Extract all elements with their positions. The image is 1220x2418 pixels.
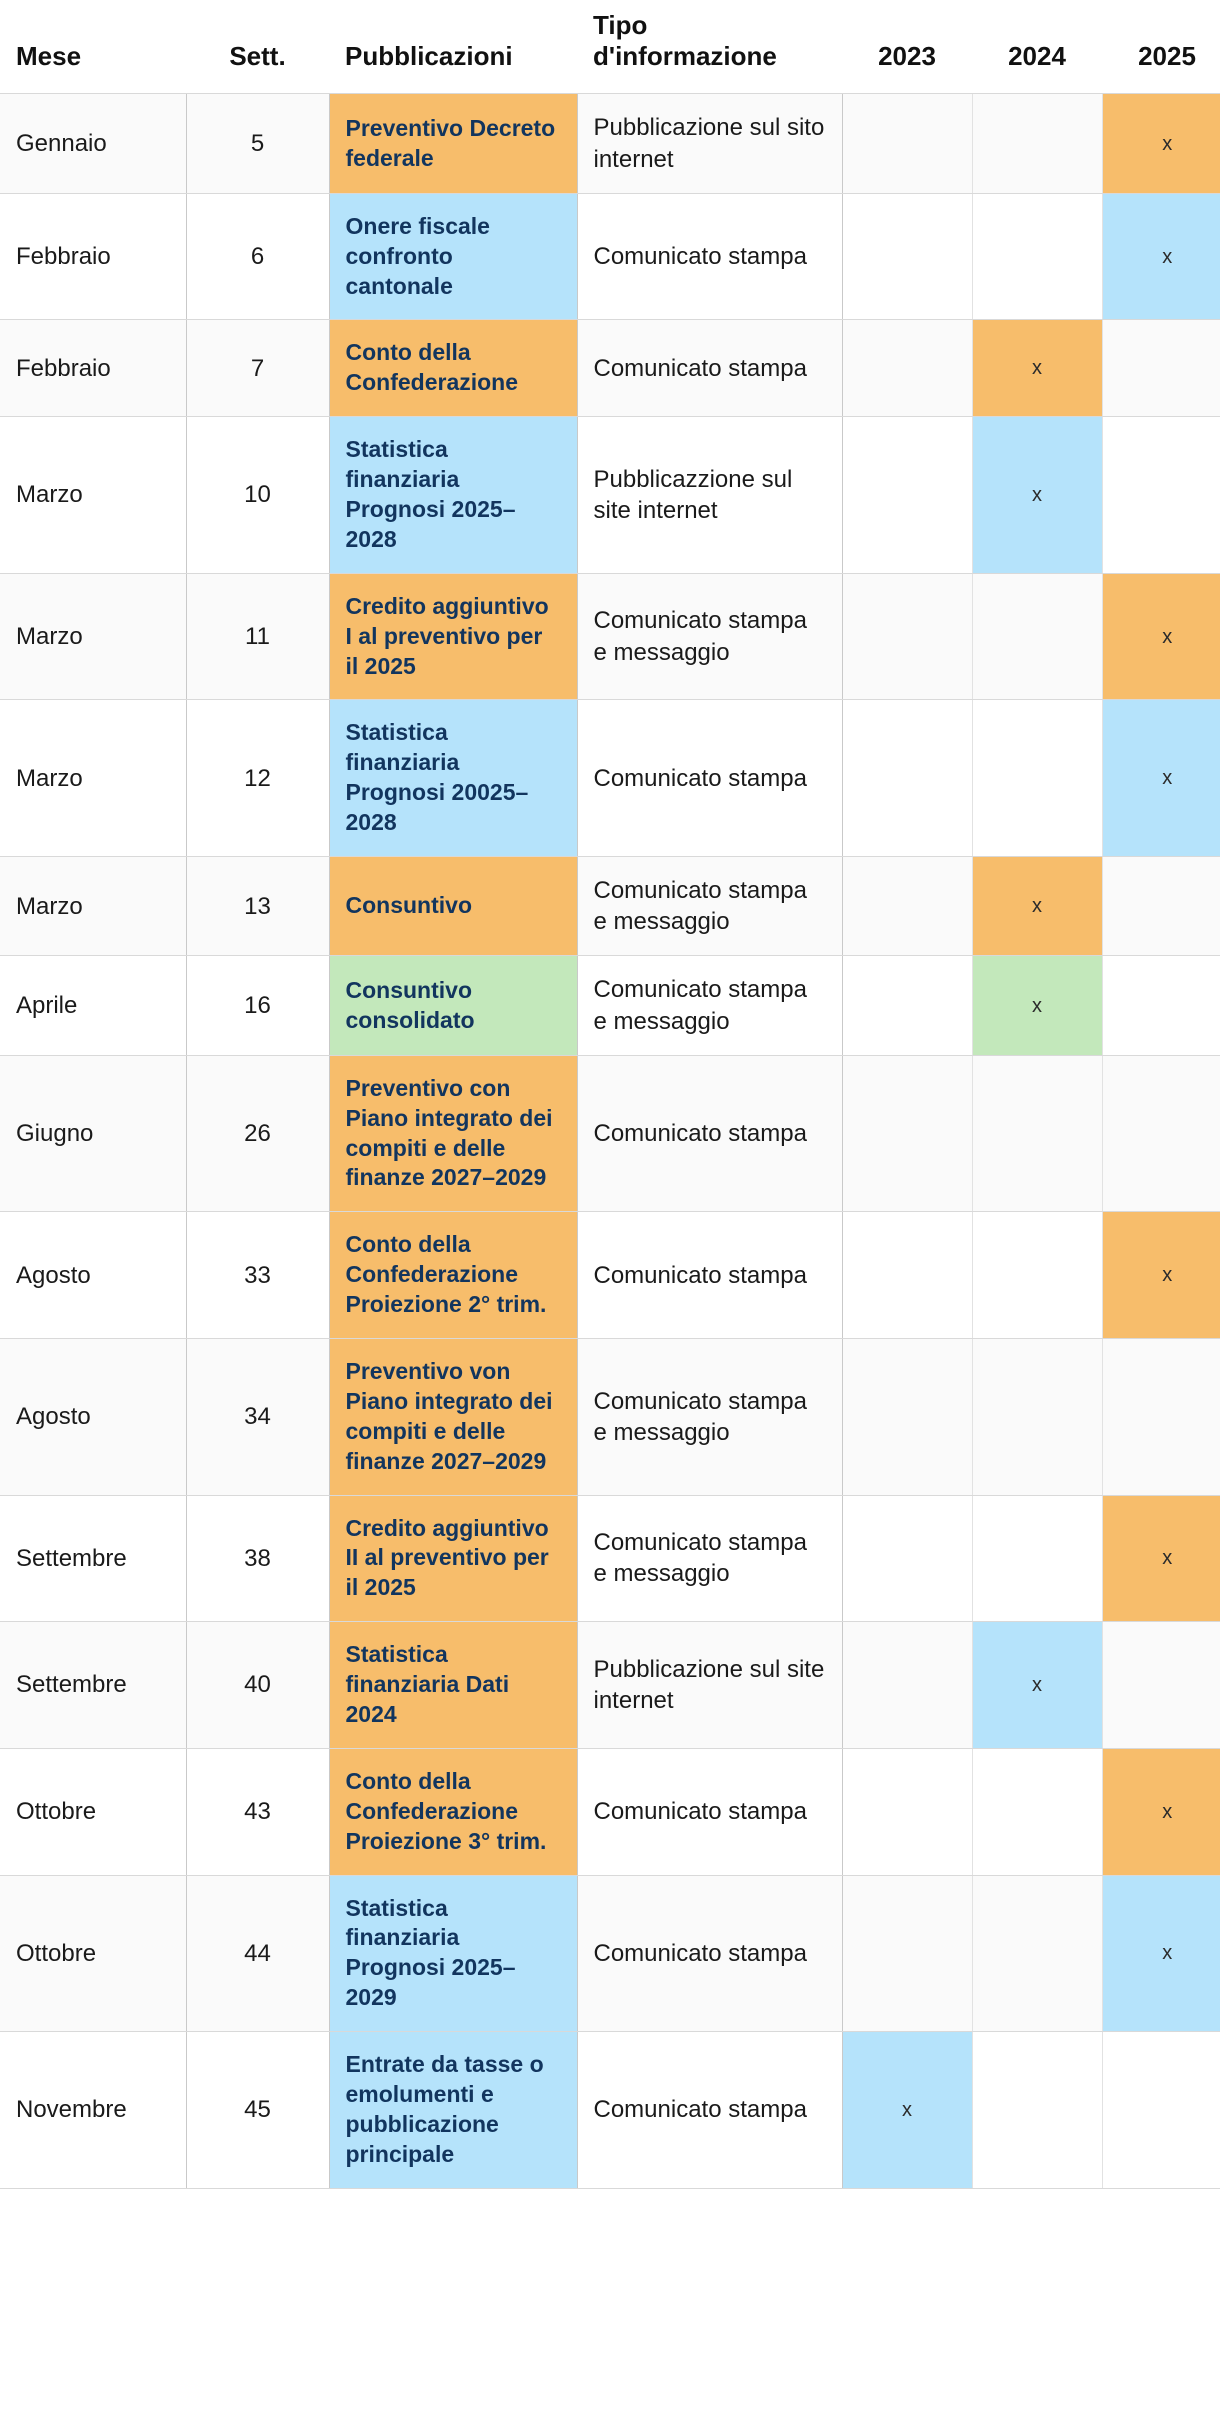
cell-year-2024 — [972, 1875, 1102, 2032]
cell-mese-text: Aprile — [16, 991, 78, 1019]
cell-year-2025 — [1102, 94, 1220, 193]
table-body — [0, 94, 1220, 2188]
cell-mese-text: Marzo — [16, 481, 83, 509]
cell-sett-text: 13 — [244, 892, 271, 920]
table-row — [0, 193, 1220, 320]
cell-year-2025 — [1102, 1622, 1220, 1749]
cell-year-2024-text: x — [1032, 483, 1042, 506]
cell-year-2024 — [972, 1338, 1102, 1495]
cell-pubblicazione-text: Credito aggiuntivo II al preventivo per il 2025 — [345, 1514, 549, 1601]
cell-sett-text: 33 — [244, 1261, 271, 1289]
cell-year-2023 — [842, 956, 972, 1055]
cell-pubblicazione — [329, 956, 577, 1055]
cell-tipo-informazione-text: Comunicato stampa — [593, 1939, 807, 1967]
cell-tipo-informazione-text: Comunicato stampa — [593, 1798, 807, 1826]
cell-sett — [186, 573, 329, 700]
column-header-pubblicazioni: Pubblicazioni — [345, 40, 513, 71]
cell-pubblicazione — [329, 1622, 577, 1749]
cell-pubblicazione-text: Statistica finanziaria Prognosi 20025–2028 — [345, 719, 529, 836]
table-row — [0, 1338, 1220, 1495]
column-header-2023: 2023 — [878, 40, 936, 71]
cell-sett-text: 43 — [244, 1798, 271, 1826]
cell-year-2024 — [972, 856, 1102, 955]
cell-mese — [0, 417, 186, 574]
cell-pubblicazione-text: Conto della Confederazione Proiezione 2° trim. — [345, 1231, 547, 1318]
cell-mese-text: Febbraio — [16, 354, 111, 382]
cell-year-2025 — [1102, 956, 1220, 1055]
table-row — [0, 2032, 1220, 2189]
table-row — [0, 956, 1220, 1055]
cell-year-2025-text: x — [1162, 245, 1173, 268]
cell-tipo-informazione — [577, 2032, 842, 2189]
cell-mese-text: Novembre — [16, 2096, 127, 2124]
cell-pubblicazione-text: Preventivo von Piano integrato dei compiti e delle finanze 2027–2029 — [345, 1357, 553, 1474]
cell-tipo-informazione — [577, 573, 842, 700]
column-header-2025: 2025 — [1138, 40, 1196, 71]
cell-mese — [0, 1212, 186, 1339]
cell-year-2024-text: x — [1032, 357, 1042, 380]
cell-mese-text: Ottobre — [16, 1939, 97, 1967]
cell-tipo-informazione-text: Comunicato stampa e messaggio — [593, 876, 807, 936]
cell-tipo-informazione-text: Comunicato stampa — [593, 1119, 807, 1147]
cell-tipo-informazione — [577, 320, 842, 417]
cell-year-2025 — [1102, 1875, 1220, 2032]
cell-tipo-informazione-text: Comunicato stampa e messaggio — [593, 976, 807, 1035]
table-row — [0, 573, 1220, 700]
cell-pubblicazione-text: Consuntivo consolidato — [345, 976, 475, 1033]
cell-year-2023 — [842, 856, 972, 955]
cell-year-2025-text: x — [1162, 1942, 1173, 1965]
cell-pubblicazione — [329, 700, 577, 857]
cell-mese-text: Febbraio — [16, 242, 111, 270]
cell-mese-text: Giugno — [16, 1119, 94, 1147]
cell-year-2023 — [842, 700, 972, 857]
cell-year-2025 — [1102, 320, 1220, 417]
cell-sett — [186, 700, 329, 857]
cell-mese — [0, 573, 186, 700]
cell-mese — [0, 1055, 186, 1212]
cell-mese-text: Ottobre — [16, 1798, 97, 1826]
cell-year-2025 — [1102, 417, 1220, 574]
cell-mese — [0, 94, 186, 193]
cell-pubblicazione-text: Entrate da tasse o emolumenti e pubblicazione principale — [345, 2051, 544, 2167]
cell-year-2023 — [842, 1875, 972, 2032]
cell-sett-text: 10 — [244, 481, 271, 509]
cell-sett — [186, 1622, 329, 1749]
cell-mese — [0, 856, 186, 955]
cell-sett-text: 38 — [244, 1544, 271, 1572]
table-row — [0, 856, 1220, 955]
cell-year-2023 — [842, 320, 972, 417]
cell-tipo-informazione — [577, 417, 842, 574]
cell-sett — [186, 1748, 329, 1875]
cell-year-2024 — [972, 956, 1102, 1055]
cell-year-2024 — [972, 1622, 1102, 1749]
cell-sett-text: 40 — [244, 1671, 271, 1699]
cell-year-2024-text: x — [1032, 1674, 1042, 1697]
cell-sett — [186, 320, 329, 417]
cell-year-2024 — [972, 1055, 1102, 1212]
cell-sett — [186, 94, 329, 193]
cell-pubblicazione — [329, 1875, 577, 2032]
cell-mese — [0, 320, 186, 417]
cell-mese — [0, 956, 186, 1055]
cell-year-2024 — [972, 94, 1102, 193]
cell-tipo-informazione — [577, 700, 842, 857]
cell-year-2025 — [1102, 1748, 1220, 1875]
cell-sett-text: 5 — [250, 129, 265, 157]
cell-pubblicazione — [329, 1748, 577, 1875]
cell-sett — [186, 1495, 329, 1622]
cell-pubblicazione-text: Preventivo con Piano integrato dei compiti e delle finanze 2027–2029 — [345, 1074, 553, 1191]
cell-year-2025-text: x — [1162, 1800, 1173, 1823]
cell-sett-text: 34 — [244, 1403, 271, 1431]
cell-pubblicazione-text: Preventivo Decreto federale — [345, 114, 556, 171]
cell-sett — [186, 1338, 329, 1495]
cell-year-2025 — [1102, 1495, 1220, 1622]
cell-year-2024-text: x — [1032, 994, 1042, 1017]
cell-tipo-informazione — [577, 1212, 842, 1339]
cell-mese — [0, 700, 186, 857]
cell-tipo-informazione-text: Comunicato stampa e messaggio — [593, 607, 807, 666]
cell-mese-text: Settembre — [16, 1671, 127, 1699]
cell-year-2023 — [842, 1748, 972, 1875]
cell-year-2024 — [972, 1495, 1102, 1622]
cell-pubblicazione — [329, 1495, 577, 1622]
cell-tipo-informazione-text: Comunicato stampa — [593, 242, 807, 270]
cell-pubblicazione-text: Credito aggiuntivo I al preventivo per il 2025 — [345, 592, 549, 679]
table-row — [0, 1495, 1220, 1622]
cell-sett-text: 7 — [250, 354, 265, 382]
cell-year-2023 — [842, 193, 972, 320]
cell-mese — [0, 2032, 186, 2189]
cell-year-2024 — [972, 320, 1102, 417]
cell-mese-text: Agosto — [16, 1261, 91, 1289]
cell-year-2025 — [1102, 856, 1220, 955]
cell-pubblicazione — [329, 1338, 577, 1495]
table-header — [0, 0, 1220, 94]
cell-year-2023 — [842, 1495, 972, 1622]
header-row — [0, 0, 1220, 94]
table-row — [0, 1622, 1220, 1749]
cell-mese-text: Settembre — [16, 1544, 127, 1572]
cell-year-2024 — [972, 1212, 1102, 1339]
cell-sett-text: 26 — [244, 1119, 271, 1147]
cell-pubblicazione-text: Conto della Confederazione — [345, 339, 519, 396]
cell-sett — [186, 856, 329, 955]
cell-sett-text: 16 — [244, 991, 271, 1019]
cell-year-2024 — [972, 2032, 1102, 2189]
cell-year-2023 — [842, 94, 972, 193]
cell-mese — [0, 1622, 186, 1749]
cell-mese-text: Gennaio — [16, 129, 107, 157]
cell-year-2024 — [972, 417, 1102, 574]
cell-year-2025-text: x — [1162, 1264, 1173, 1287]
cell-tipo-informazione-text: Comunicato stampa — [593, 764, 807, 792]
cell-pubblicazione — [329, 1055, 577, 1212]
cell-year-2023 — [842, 2032, 972, 2189]
cell-sett — [186, 1875, 329, 2032]
cell-sett-text: 44 — [244, 1939, 271, 1967]
cell-sett-text: 6 — [250, 242, 265, 270]
cell-year-2023 — [842, 1338, 972, 1495]
cell-tipo-informazione-text: Pubblicazione sul site internet — [593, 1655, 825, 1715]
cell-tipo-informazione — [577, 956, 842, 1055]
cell-year-2024-text: x — [1032, 895, 1042, 918]
column-header-sett: Sett. — [229, 40, 286, 71]
cell-year-2025-text: x — [1162, 1547, 1173, 1570]
cell-year-2025 — [1102, 700, 1220, 857]
cell-tipo-informazione-text: Pubblicazione sul sito internet — [593, 114, 825, 173]
cell-mese-text: Marzo — [16, 764, 83, 792]
table-row — [0, 417, 1220, 574]
cell-tipo-informazione-text: Comunicato stampa — [593, 2096, 807, 2124]
cell-year-2025 — [1102, 573, 1220, 700]
cell-year-2023 — [842, 1055, 972, 1212]
cell-tipo-informazione-text: Comunicato stampa e messaggio — [593, 1387, 807, 1446]
cell-year-2024 — [972, 573, 1102, 700]
table-row — [0, 1875, 1220, 2032]
cell-pubblicazione — [329, 856, 577, 955]
cell-sett-text: 45 — [244, 2096, 271, 2124]
cell-pubblicazione-text: Statistica finanziaria Prognosi 2025–2029 — [345, 1894, 516, 2011]
table-row — [0, 1055, 1220, 1212]
cell-tipo-informazione — [577, 1338, 842, 1495]
table-row — [0, 320, 1220, 417]
cell-sett-text: 12 — [244, 764, 271, 792]
cell-year-2023 — [842, 417, 972, 574]
cell-mese — [0, 1748, 186, 1875]
cell-pubblicazione — [329, 2032, 577, 2189]
table-row — [0, 700, 1220, 857]
cell-mese-text: Marzo — [16, 892, 83, 920]
cell-year-2025-text: x — [1162, 767, 1173, 790]
cell-tipo-informazione-text: Pubblicazzione sul site internet — [593, 465, 793, 524]
table-row — [0, 1748, 1220, 1875]
cell-pubblicazione — [329, 320, 577, 417]
cell-sett — [186, 1212, 329, 1339]
cell-year-2023 — [842, 1212, 972, 1339]
cell-sett — [186, 2032, 329, 2189]
cell-year-2025 — [1102, 1338, 1220, 1495]
cell-tipo-informazione-text: Comunicato stampa e messaggio — [593, 1529, 807, 1588]
cell-year-2024 — [972, 1748, 1102, 1875]
cell-mese — [0, 193, 186, 320]
cell-year-2023 — [842, 573, 972, 700]
cell-mese — [0, 1875, 186, 2032]
cell-sett — [186, 417, 329, 574]
cell-pubblicazione — [329, 94, 577, 193]
cell-pubblicazione — [329, 573, 577, 700]
cell-pubblicazione — [329, 417, 577, 574]
column-header-tipo-informazione: Tipo d'informazione — [593, 10, 777, 71]
cell-sett — [186, 956, 329, 1055]
cell-mese-text: Agosto — [16, 1403, 91, 1431]
cell-year-2023-text: x — [902, 2098, 912, 2121]
cell-year-2025 — [1102, 1055, 1220, 1212]
cell-year-2025-text: x — [1162, 625, 1173, 648]
cell-pubblicazione — [329, 1212, 577, 1339]
cell-tipo-informazione-text: Comunicato stampa — [593, 354, 807, 382]
cell-pubblicazione-text: Consuntivo — [345, 892, 472, 919]
column-header-mese: Mese — [16, 40, 82, 71]
cell-tipo-informazione — [577, 1495, 842, 1622]
cell-pubblicazione — [329, 193, 577, 320]
cell-tipo-informazione — [577, 94, 842, 193]
cell-tipo-informazione — [577, 1875, 842, 2032]
cell-tipo-informazione — [577, 856, 842, 955]
cell-tipo-informazione-text: Comunicato stampa — [593, 1261, 807, 1289]
cell-pubblicazione-text: Statistica finanziaria Dati 2024 — [345, 1641, 510, 1727]
cell-sett — [186, 193, 329, 320]
cell-tipo-informazione — [577, 1748, 842, 1875]
cell-tipo-informazione — [577, 1055, 842, 1212]
cell-pubblicazione-text: Statistica finanziaria Prognosi 2025–2028 — [345, 436, 516, 552]
cell-year-2025 — [1102, 1212, 1220, 1339]
column-header-2024: 2024 — [1008, 40, 1066, 71]
cell-year-2024 — [972, 193, 1102, 320]
cell-pubblicazione-text: Onere fiscale confronto cantonale — [345, 212, 490, 299]
cell-sett — [186, 1055, 329, 1212]
cell-year-2025 — [1102, 2032, 1220, 2189]
cell-tipo-informazione — [577, 193, 842, 320]
cell-sett-text: 11 — [245, 622, 270, 650]
cell-year-2023 — [842, 1622, 972, 1749]
table-row — [0, 1212, 1220, 1339]
cell-mese — [0, 1495, 186, 1622]
cell-mese-text: Marzo — [16, 622, 83, 650]
cell-year-2025-text: x — [1162, 132, 1173, 155]
table-row — [0, 94, 1220, 193]
cell-year-2024 — [972, 700, 1102, 857]
cell-mese — [0, 1338, 186, 1495]
cell-pubblicazione-text: Conto della Confederazione Proiezione 3° trim. — [345, 1767, 547, 1854]
cell-year-2025 — [1102, 193, 1220, 320]
cell-tipo-informazione — [577, 1622, 842, 1749]
